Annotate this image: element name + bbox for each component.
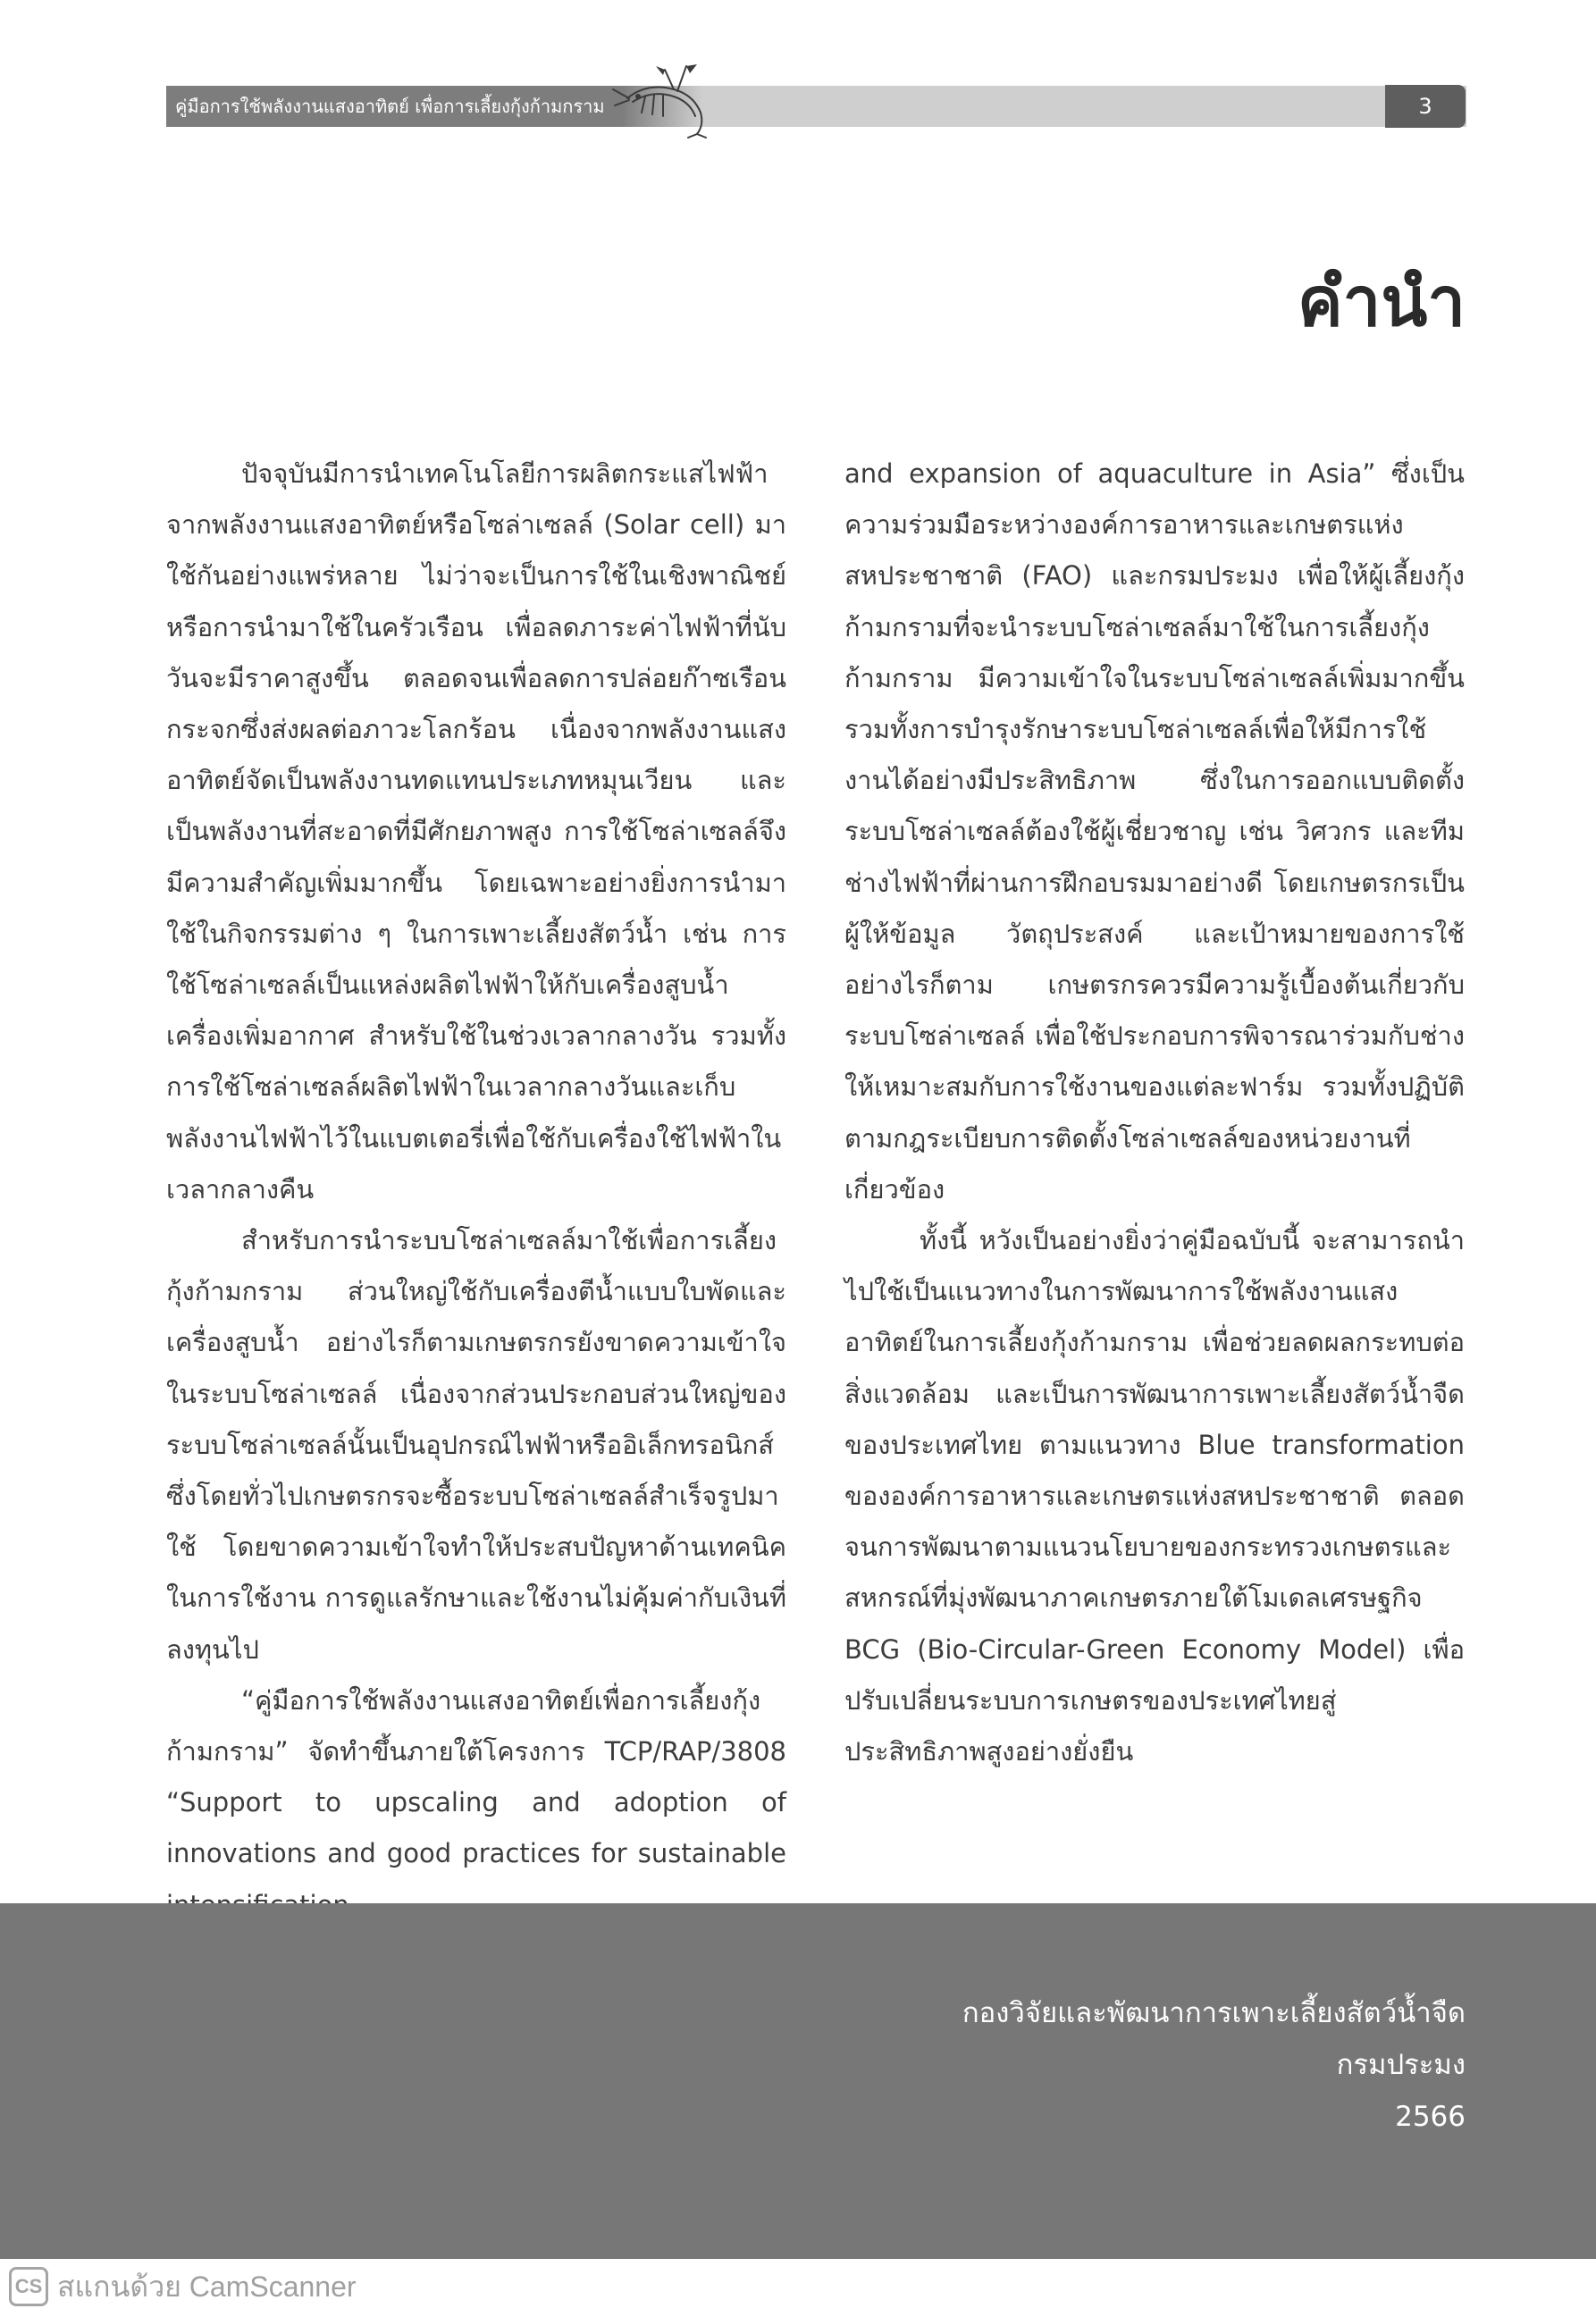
camscanner-logo-icon: CS bbox=[9, 2267, 48, 2306]
footer-division: กองวิจัยและพัฒนาการเพาะเลี้ยงสัตว์น้ำจืด bbox=[962, 1997, 1466, 2029]
footer-year: 2566 bbox=[1395, 2101, 1466, 2133]
paragraph-intro: ปัจจุบันมีการนำเทคโนโลยีการผลิตกระแสไฟฟ้าจากพลังงานแสงอาทิตย์หรือโซล่าเซลล์ (Solar cell) มาใช้กันอย่างแพร่หลาย ไม่ว่าจะเป็นการใช้ในเชิงพาณิชย์หรือการนำมาใช้ในครัวเรือน เพื่อลดภาระค่าไฟฟ้าที่นับวันจะมีราคาสูงขึ้น ตลอดจนเพื่อลดการปล่อยก๊าซเรือนกระจกซึ่งส่งผลต่อภาวะโลกร้อน เนื่องจากพลังงานแสงอาทิตย์จัดเป็นพลังงานทดแทนประเภทหมุนเวียน และเป็นพลังงานที่สะอาดที่มีศักยภาพสูง การใช้โซล่าเซลล์จึงมีความสำคัญเพิ่มมากขึ้น โดยเฉพาะอย่างยิ่งการนำมาใช้ในกิจกรรมต่าง ๆ ในการเพาะเลี้ยงสัตว์น้ำ เช่น การใช้โซล่าเซลล์เป็นแหล่งผลิตไฟฟ้าให้กับเครื่องสูบน้ำ เครื่องเพิ่มอากาศ สำหรับใช้ในช่วงเวลากลางวัน รวมทั้งการใช้โซล่าเซลล์ผลิตไฟฟ้าในเวลากลางวันและเก็บพลังงานไฟฟ้าไว้ในแบตเตอรี่เพื่อใช้กับเครื่องใช้ไฟฟ้าในเวลากลางคืน bbox=[166, 458, 786, 1205]
camscanner-watermark bbox=[9, 2264, 357, 2309]
footer-signature bbox=[962, 1987, 1466, 2143]
shrimp-icon bbox=[611, 63, 717, 139]
paragraph-closing: ทั้งนี้ หวังเป็นอย่างยิ่งว่าคู่มือฉบับนี้ จะสามารถนำไปใช้เป็นแนวทางในการพัฒนาการใช้พลังงานแสงอาทิตย์ในการเลี้ยงกุ้งก้ามกราม เพื่อช่วยลดผลกระทบต่อสิ่งแวดล้อม และเป็นการพัฒนาการเพาะเลี้ยงสัตว์น้ำจืดของประเทศไทย ตามแนวทาง Blue transformation ขององค์การอาหารและเกษตรแห่งสหประชาชาติ ตลอดจนการพัฒนาตามแนวนโยบายของกระทรวงเกษตรและสหกรณ์ที่มุ่งพัฒนาภาคเกษตรภายใต้โมเดลเศรษฐกิจ BCG (Bio-Circular-Green Economy Model) เพื่อปรับเปลี่ยนระบบการเกษตรของประเทศไทยสู่ประสิทธิภาพสูงอย่างยั่งยืน bbox=[844, 1225, 1465, 1767]
running-title: คู่มือการใช้พลังงานแสงอาทิตย์ เพื่อการเลี้ยงกุ้งก้ามกราม bbox=[166, 86, 622, 127]
watermark-text: สแกนด้วย CamScanner bbox=[57, 2270, 357, 2303]
paragraph-project-continued: and expansion of aquaculture in Asia” ซึ่งเป็นความร่วมมือระหว่างองค์การอาหารและเกษตรแห่งสหประชาชาติ (FAO) และกรมประมง เพื่อให้ผู้เลี้ยงกุ้งก้ามกรามที่จะนำระบบโซล่าเซลล์มาใช้ในการเลี้ยงกุ้งก้ามกราม มีความเข้าใจในระบบโซล่าเซลล์เพิ่มมากขึ้น รวมทั้งการบำรุงรักษาระบบโซล่าเซลล์เพื่อให้มีการใช้งานได้อย่างมีประสิทธิภาพ ซึ่งในการออกแบบติดตั้งระบบโซล่าเซลล์ต้องใช้ผู้เชี่ยวชาญ เช่น วิศวกร และทีมช่างไฟฟ้าที่ผ่านการฝึกอบรมมาอย่างดี โดยเกษตรกรเป็นผู้ให้ข้อมูล วัตถุประสงค์ และเป้าหมายของการใช้ อย่างไรก็ตาม เกษตรกรควรมีความรู้เบื้องต้นเกี่ยวกับระบบโซล่าเซลล์ เพื่อใช้ประกอบการพิจารณาร่วมกับช่างให้เหมาะสมกับการใช้งานของแต่ละฟาร์ม รวมทั้งปฏิบัติตามกฎระเบียบการติดตั้งโซล่าเซลล์ของหน่วยงานที่เกี่ยวข้อง bbox=[844, 458, 1465, 1205]
paragraph-project: “คู่มือการใช้พลังงานแสงอาทิตย์เพื่อการเลี้ยงกุ้งก้ามกราม” จัดทำขึ้นภายใต้โครงการ TCP/RAP/3808 “Support to upscaling and adoption of innovations and good practices for sustainable bbox=[166, 1684, 786, 1869]
page-number: 3 bbox=[1385, 85, 1466, 128]
footer-department: กรมประมง bbox=[1336, 2049, 1466, 2081]
text-column-left bbox=[166, 449, 786, 1931]
page-title: คำนำ bbox=[1297, 262, 1466, 341]
text-column-right bbox=[844, 449, 1465, 1777]
paragraph-usage: สำหรับการนำระบบโซล่าเซลล์มาใช้เพื่อการเลี้ยงกุ้งก้ามกราม ส่วนใหญ่ใช้กับเครื่องตีน้ำแบบใบพัดและเครื่องสูบน้ำ อย่างไรก็ตามเกษตรกรยังขาดความเข้าใจในระบบโซล่าเซลล์ เนื่องจากส่วนประกอบส่วนใหญ่ของระบบโซล่าเซลล์นั้นเป็นอุปกรณ์ไฟฟ้าหรืออิเล็กทรอนิกส์ ซึ่งโดยทั่วไปเกษตรกรจะซื้อระบบโซล่าเซลล์สำเร็จรูปมาใช้ โดยขาดความเข้าใจทำให้ประสบปัญหาด้านเทคนิคในการใช้งาน การดูแลรักษาและใช้งานไม่คุ้มค่ากับเงินที่ลงทุนไป bbox=[166, 1225, 786, 1665]
